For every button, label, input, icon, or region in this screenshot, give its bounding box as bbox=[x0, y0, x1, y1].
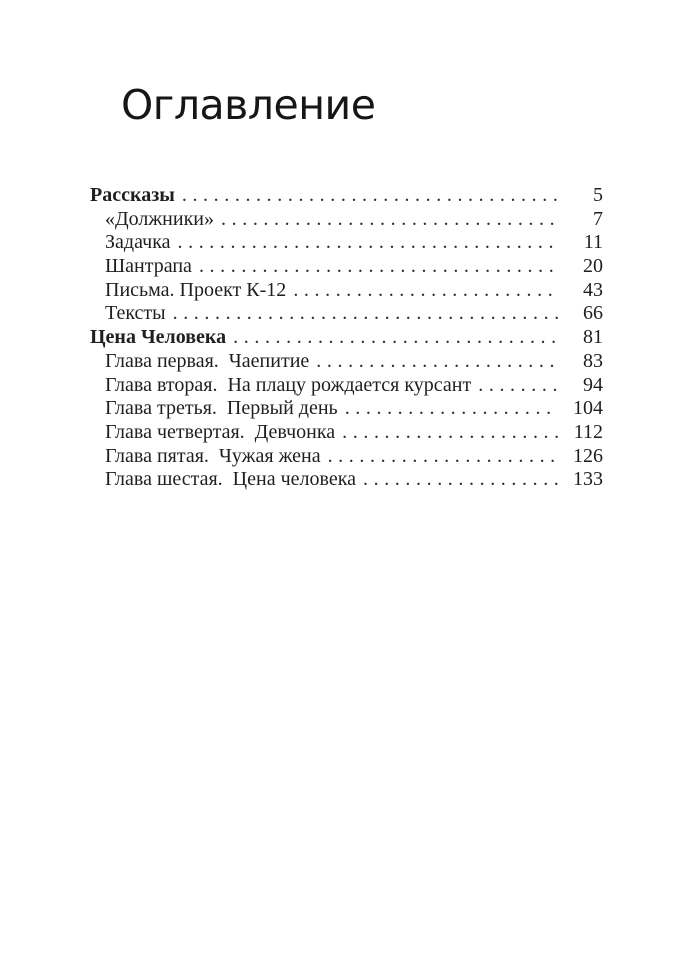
toc-page-number: 11 bbox=[583, 231, 603, 254]
toc-page-number: 112 bbox=[573, 420, 603, 443]
dot-leader bbox=[173, 302, 558, 325]
toc-row bbox=[90, 255, 603, 279]
toc-entry-label: Письма. Проект К-12 bbox=[105, 278, 287, 301]
dot-leader bbox=[178, 231, 559, 254]
toc-row bbox=[90, 350, 603, 374]
toc-page-number: 43 bbox=[583, 278, 603, 301]
dot-leader bbox=[293, 279, 558, 302]
toc-row bbox=[90, 208, 603, 232]
toc-page-number: 81 bbox=[583, 326, 603, 349]
toc-row bbox=[90, 302, 603, 326]
toc-entry-label: Задачка bbox=[105, 231, 171, 254]
dot-leader bbox=[316, 350, 558, 373]
toc-entry-label: Шантрапа bbox=[105, 255, 192, 278]
toc-page-number: 20 bbox=[583, 255, 603, 278]
toc-page-number: 94 bbox=[583, 373, 603, 396]
toc-page-number: 7 bbox=[593, 207, 603, 230]
toc-page-number: 133 bbox=[573, 468, 603, 491]
dot-leader bbox=[345, 397, 558, 420]
dot-leader bbox=[199, 255, 558, 278]
dot-leader bbox=[478, 374, 558, 397]
toc-row bbox=[90, 468, 603, 492]
toc-entry-label: Глава пятая. Чужая жена bbox=[105, 444, 321, 467]
toc-entry-label: Глава вторая. На плацу рождается курсант bbox=[105, 373, 472, 396]
toc-page-number: 126 bbox=[573, 444, 603, 467]
dot-leader bbox=[182, 184, 558, 207]
dot-leader bbox=[233, 326, 558, 349]
toc-row bbox=[90, 231, 603, 255]
toc-page-number: 104 bbox=[573, 397, 603, 420]
toc-row bbox=[90, 374, 603, 398]
dot-leader bbox=[342, 421, 558, 444]
toc-row bbox=[90, 279, 603, 303]
dot-leader bbox=[363, 468, 558, 491]
toc-entry-label: Глава третья. Первый день bbox=[105, 397, 338, 420]
toc-page-number: 66 bbox=[583, 302, 603, 325]
dot-leader bbox=[328, 445, 558, 468]
toc-entry-label: Тексты bbox=[105, 302, 166, 325]
toc-entry-label: «Должники» bbox=[105, 207, 215, 230]
toc-page-number: 5 bbox=[593, 184, 603, 206]
toc-entry-label: Рассказы bbox=[90, 184, 175, 206]
page-title: Оглавление bbox=[121, 81, 376, 129]
toc-entry-label: Глава четвертая. Девчонка bbox=[105, 420, 336, 443]
table-of-contents bbox=[90, 184, 603, 492]
toc-entry-label: Глава шестая. Цена человека bbox=[105, 468, 356, 491]
toc-row bbox=[90, 397, 603, 421]
toc-row bbox=[90, 184, 603, 208]
dot-leader bbox=[221, 208, 558, 231]
toc-row bbox=[90, 445, 603, 469]
toc-page-number: 83 bbox=[583, 349, 603, 372]
toc-entry-label: Глава первая. Чаепитие bbox=[105, 349, 310, 372]
toc-entry-label: Цена Человека bbox=[90, 326, 227, 349]
toc-row bbox=[90, 326, 603, 350]
toc-row bbox=[90, 421, 603, 445]
